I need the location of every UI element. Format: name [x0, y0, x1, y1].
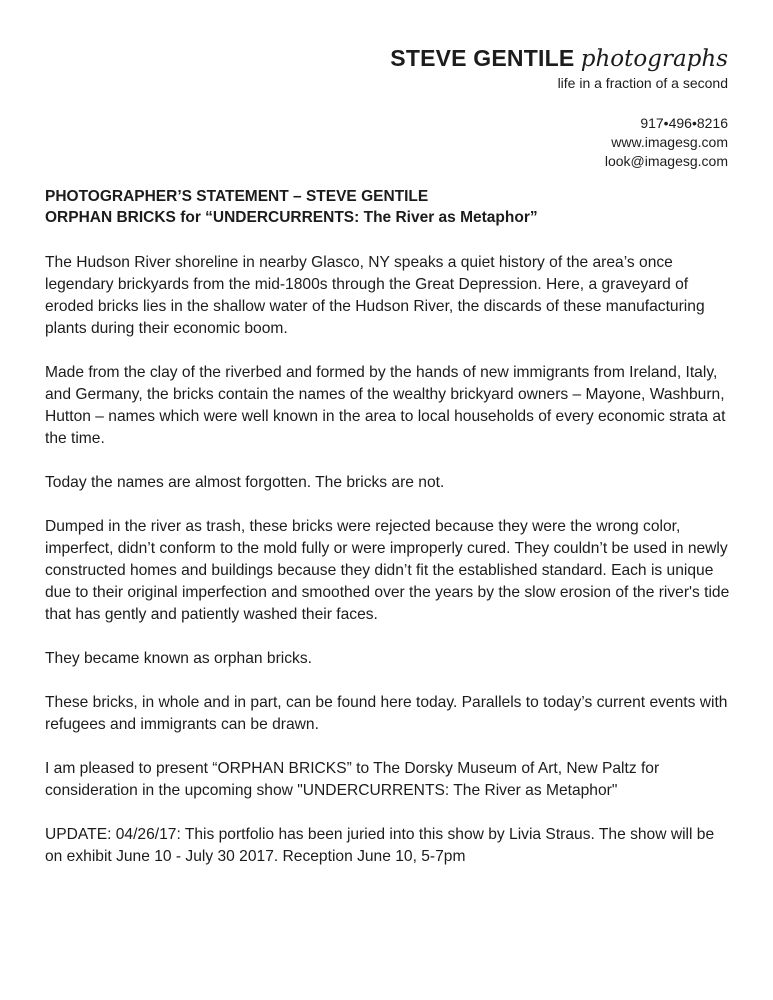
email-link[interactable]: look@imagesg.com — [604, 153, 728, 169]
statement-subtitle: ORPHAN BRICKS for “UNDERCURRENTS: The River as Metaphor” — [45, 209, 538, 226]
paragraph: They became known as orphan bricks. — [45, 650, 312, 667]
tagline: life in a fraction of a second — [557, 75, 728, 91]
statement-title: PHOTOGRAPHER’S STATEMENT – STEVE GENTILE — [45, 188, 429, 205]
brand-suffix: photographs — [580, 46, 728, 72]
paragraph: These bricks, in whole and in part, can be found here today. Parallels to today’s current events with refugees and immigrants can be drawn. — [45, 694, 728, 733]
paragraph: The Hudson River shoreline in nearby Glasco, NY speaks a quiet history of the area’s once legendary brickyards from the mid-1800s through the Great Depression. Here, a graveyard of eroded bricks lies in the shallow water of the Hudson River, the discards of these manufacturing plants during their economic boom. — [45, 254, 705, 337]
contact-block — [605, 114, 728, 171]
paragraph: Dumped in the river as trash, these bricks were rejected because they were the wrong color, imperfect, didn’t conform to the mold fully or were improperly cured. They couldn’t be used in newly constructed homes and buildings because they didn’t fit the established standard. Each is unique due to their original imperfection and smoothed over the years by the slow erosion of the river's tide that has gently and patiently washed their faces. — [45, 518, 730, 623]
paragraph: UPDATE: 04/26/17: This portfolio has been juried into this show by Livia Straus. The show will be on exhibit June 10 - July 30 2017. Reception June 10, 5-7pm — [45, 826, 715, 865]
paragraph: Made from the clay of the riverbed and formed by the hands of new immigrants from Ireland, Italy, and Germany, the bricks contain the names of the wealthy brickyard owners – Mayone, Washburn, Hutton – names which were well known in the area to local households of every economic strata at the time. — [45, 364, 726, 447]
paragraph: I am pleased to present “ORPHAN BRICKS” to The Dorsky Museum of Art, New Paltz for consideration in the upcoming show "UNDERCURRENTS: The River as Metaphor" — [45, 760, 660, 799]
phone-number: 917•496•8216 — [640, 115, 728, 131]
letterhead — [390, 44, 728, 92]
statement-body — [45, 252, 735, 868]
brand-title — [390, 44, 728, 73]
statement-headings — [45, 186, 735, 228]
brand-name: STEVE GENTILE — [390, 45, 575, 71]
paragraph: Today the names are almost forgotten. The bricks are not. — [45, 474, 445, 491]
website-link[interactable]: www.imagesg.com — [611, 134, 728, 150]
